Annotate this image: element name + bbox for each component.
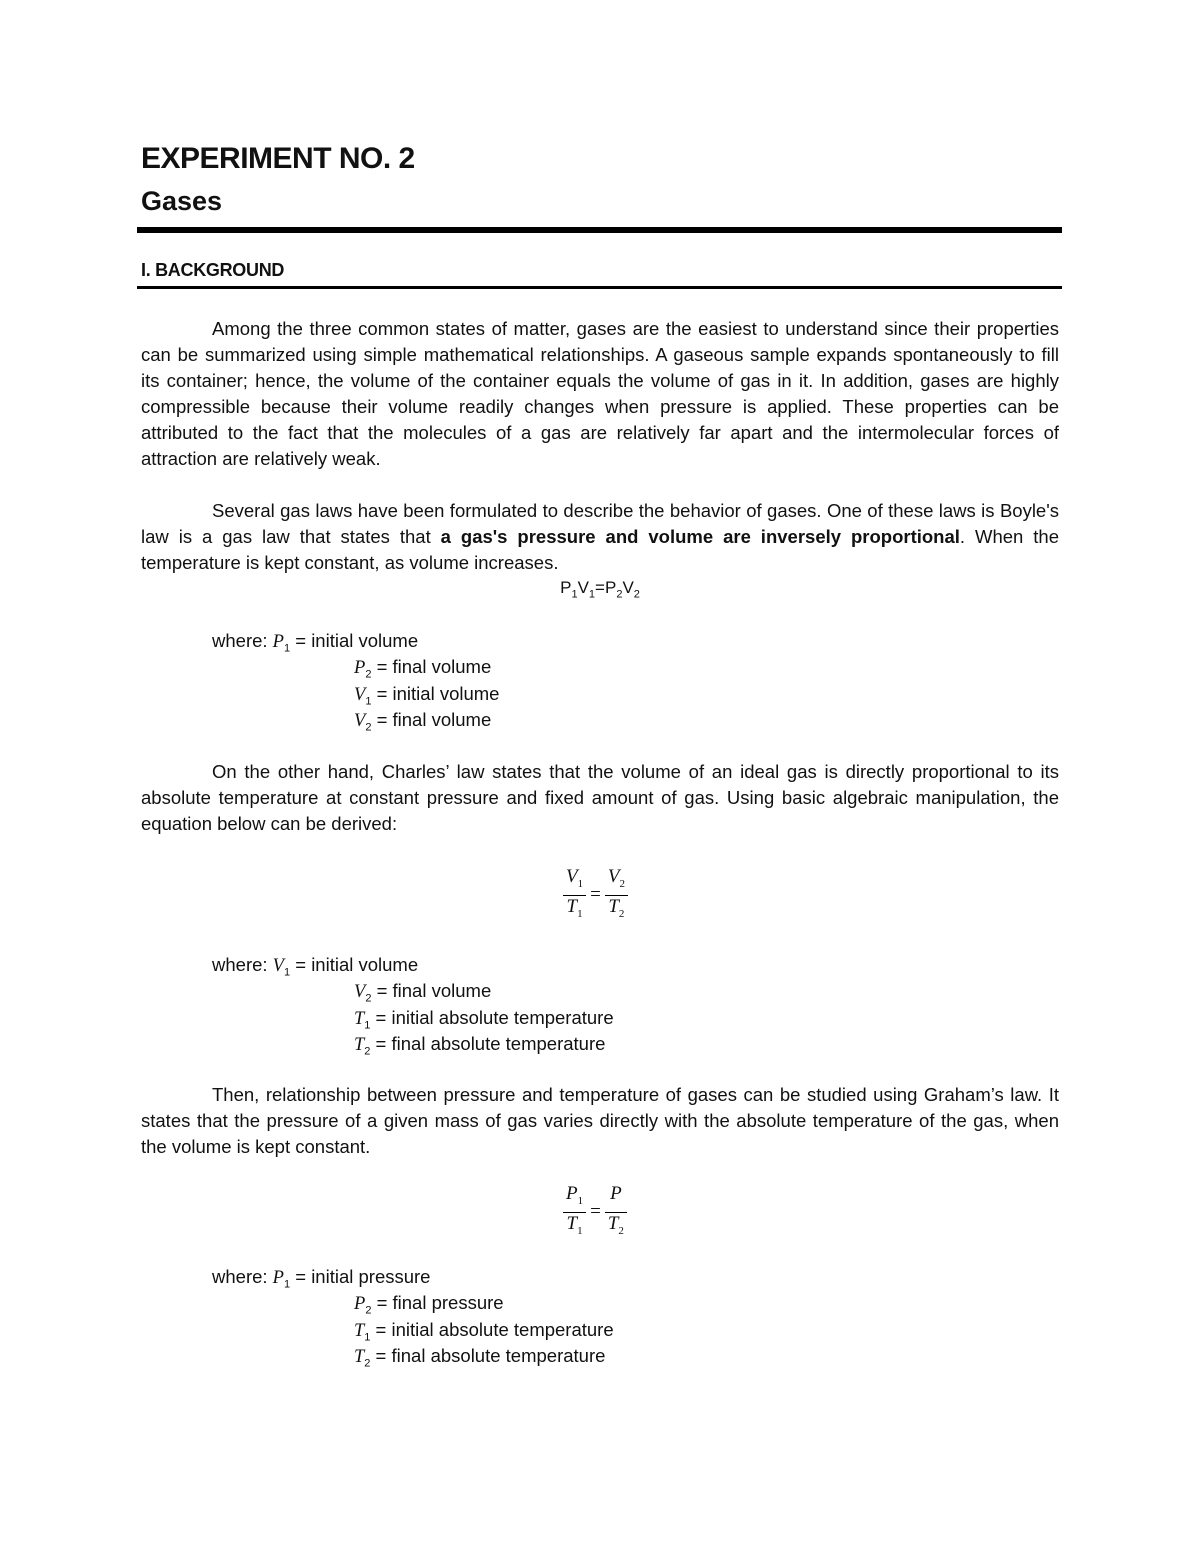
list-item: $V_2$ = final volume xyxy=(354,708,492,734)
list-item: $P_2$ = final volume xyxy=(354,656,492,681)
list-item: where: $P_1$ = initial pressure xyxy=(212,1266,431,1291)
charles-variable-list xyxy=(212,952,614,1057)
paragraph-boyles-law xyxy=(141,498,1059,576)
list-item: $V_2$ = final volume xyxy=(354,980,492,1005)
list-item: $P_2$ = final pressure xyxy=(354,1292,504,1317)
section-divider xyxy=(137,286,1062,289)
boyle-formula: $P_1V_1=P_2V_2$ xyxy=(560,578,640,601)
list-item: where: $V_1$ = initial volume xyxy=(212,954,419,979)
list-item: $V_1$ = initial volume xyxy=(354,682,500,708)
charles-equation: $V_1$ = $V_2$ $T_1$ $T_2$ xyxy=(563,866,628,925)
paragraph-states-of-matter: Among the three common states of matter, gases are the easiest to understand since their properties can be summarized using simple mathematical relationships. A gaseous sample expands spontaneously to fill its container; hence, the volume of the container equals the volume of gas in it. In addition, gases are highly compressible because their volume readily changes when pressure is applied. These properties can be attributed to the fact that the molecules of a gas are relatively far apart and the intermolecular forces of attraction are relatively weak. xyxy=(141,318,1059,469)
graham-variable-list xyxy=(212,1264,614,1369)
paragraph-charles-law: On the other hand, Charles’ law states that the volume of an ideal gas is directly proportional to its absolute temperature at constant pressure and fixed amount of gas. Using basic algebraic manipulation, the equation below can be derived: xyxy=(141,761,1059,834)
graham-equation: $P_1$ = P $T_1$ $T_2$ xyxy=(563,1183,627,1242)
paragraph-grahams-law: Then, relationship between pressure and temperature of gases can be studied using Graham’s law. It states that the pressure of a given mass of gas varies directly with the absolute temperature of the gas, when the volume is kept constant. xyxy=(141,1084,1059,1157)
section-heading: I. BACKGROUND xyxy=(141,260,285,280)
boyle-emphasis: a gas's pressure and volume are inversely proportional xyxy=(440,526,960,547)
boyle-variable-list xyxy=(212,628,499,733)
list-item: $T_2$ = final absolute temperature xyxy=(354,1032,606,1058)
list-item: where: $P_1$ = initial volume xyxy=(212,630,419,655)
boyle-text-start: Several gas laws have been formulated to describe the behavior of gases. One of these laws is Boyle's law is a gas law that states that xyxy=(141,500,1059,547)
list-item: $T_1$ = initial absolute temperature xyxy=(354,1318,614,1344)
title-divider xyxy=(137,227,1062,233)
boyle-text-end: . When the temperature is kept constant, as volume increases. xyxy=(141,526,1060,573)
page-title: EXPERIMENT NO. 2 xyxy=(141,142,415,175)
list-item: $T_1$ = initial absolute temperature xyxy=(354,1006,614,1032)
page-subtitle: Gases xyxy=(141,186,223,216)
list-item: $T_2$ = final absolute temperature xyxy=(354,1344,606,1370)
